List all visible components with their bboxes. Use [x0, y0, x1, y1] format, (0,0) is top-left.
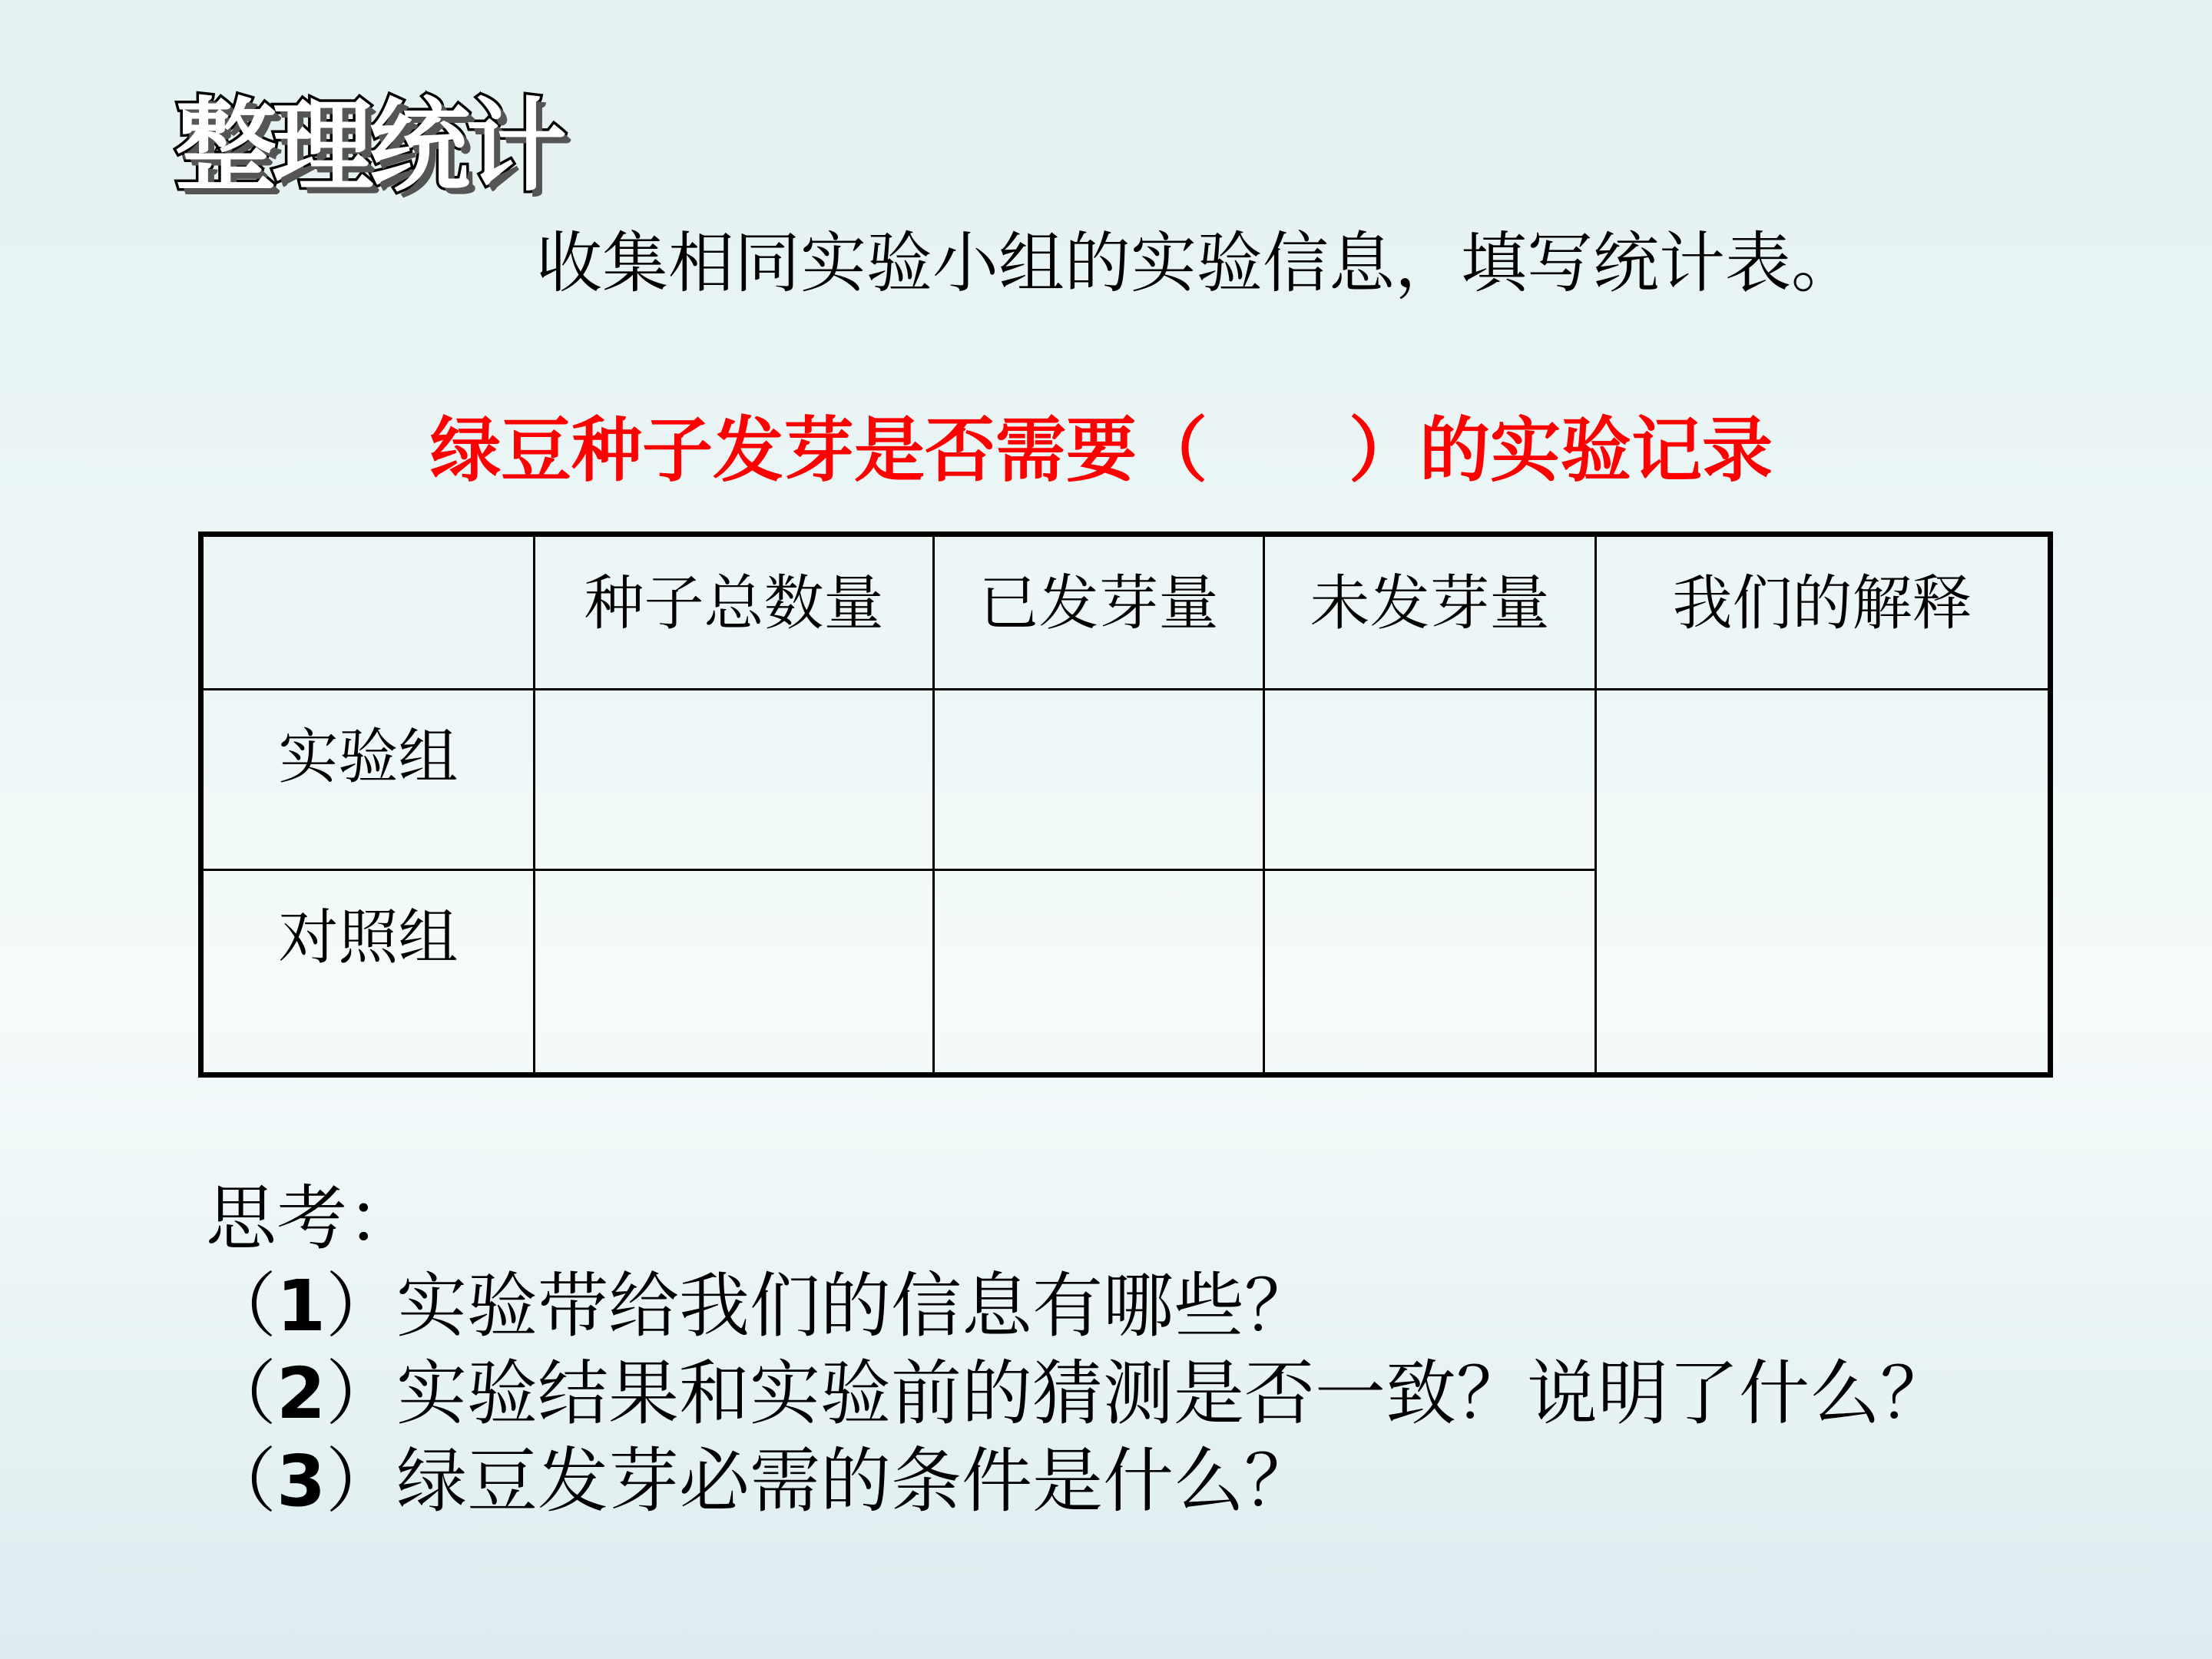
question-3 — [206, 1438, 1951, 1525]
question-1-close: ） — [326, 1265, 397, 1347]
question-2-text: 实验结果和实验前的猜测是否一致？说明了什么？ — [396, 1353, 1952, 1435]
cell-explanation[interactable] — [1596, 690, 2051, 1075]
cell-control-total[interactable] — [535, 870, 934, 1075]
table-row-experimental — [201, 690, 2051, 870]
row-label-experimental: 实验组 — [201, 690, 535, 870]
slide-heading: 整理统计 — [175, 88, 562, 206]
question-1-number: 1 — [276, 1265, 326, 1347]
question-3-open: （ — [206, 1440, 277, 1522]
cell-experimental-not-sprouted[interactable] — [1264, 690, 1596, 870]
question-1-open: （ — [206, 1265, 277, 1347]
header-not-sprouted: 未发芽量 — [1264, 535, 1596, 690]
header-corner-cell — [201, 535, 535, 690]
question-1-text: 实验带给我们的信息有哪些？ — [396, 1265, 1316, 1347]
question-2-number: 2 — [276, 1353, 326, 1435]
thinking-label: 思考： — [206, 1177, 419, 1260]
question-3-text: 绿豆发芽必需的条件是什么？ — [396, 1440, 1316, 1522]
table-header-row — [201, 535, 2051, 690]
question-2 — [206, 1350, 1951, 1438]
thinking-section — [206, 1175, 1951, 1525]
header-sprouted: 已发芽量 — [934, 535, 1264, 690]
cell-control-not-sprouted[interactable] — [1264, 870, 1596, 1075]
header-total-seeds: 种子总数量 — [535, 535, 934, 690]
header-explanation: 我们的解释 — [1596, 535, 2051, 690]
row-label-control: 对照组 — [201, 870, 535, 1075]
question-2-open: （ — [206, 1353, 277, 1435]
question-1 — [206, 1263, 1951, 1350]
cell-control-sprouted[interactable] — [934, 870, 1264, 1075]
question-3-close: ） — [326, 1440, 397, 1522]
cell-experimental-total[interactable] — [535, 690, 934, 870]
question-2-close: ） — [326, 1353, 397, 1435]
table-title: 绿豆种子发芽是否需要（ ）的实验记录 — [430, 409, 1773, 492]
intro-text: 收集相同实验小组的实验信息，填写统计表。 — [536, 225, 1857, 302]
cell-experimental-sprouted[interactable] — [934, 690, 1264, 870]
record-table — [198, 531, 2053, 1078]
question-3-number: 3 — [276, 1440, 326, 1522]
